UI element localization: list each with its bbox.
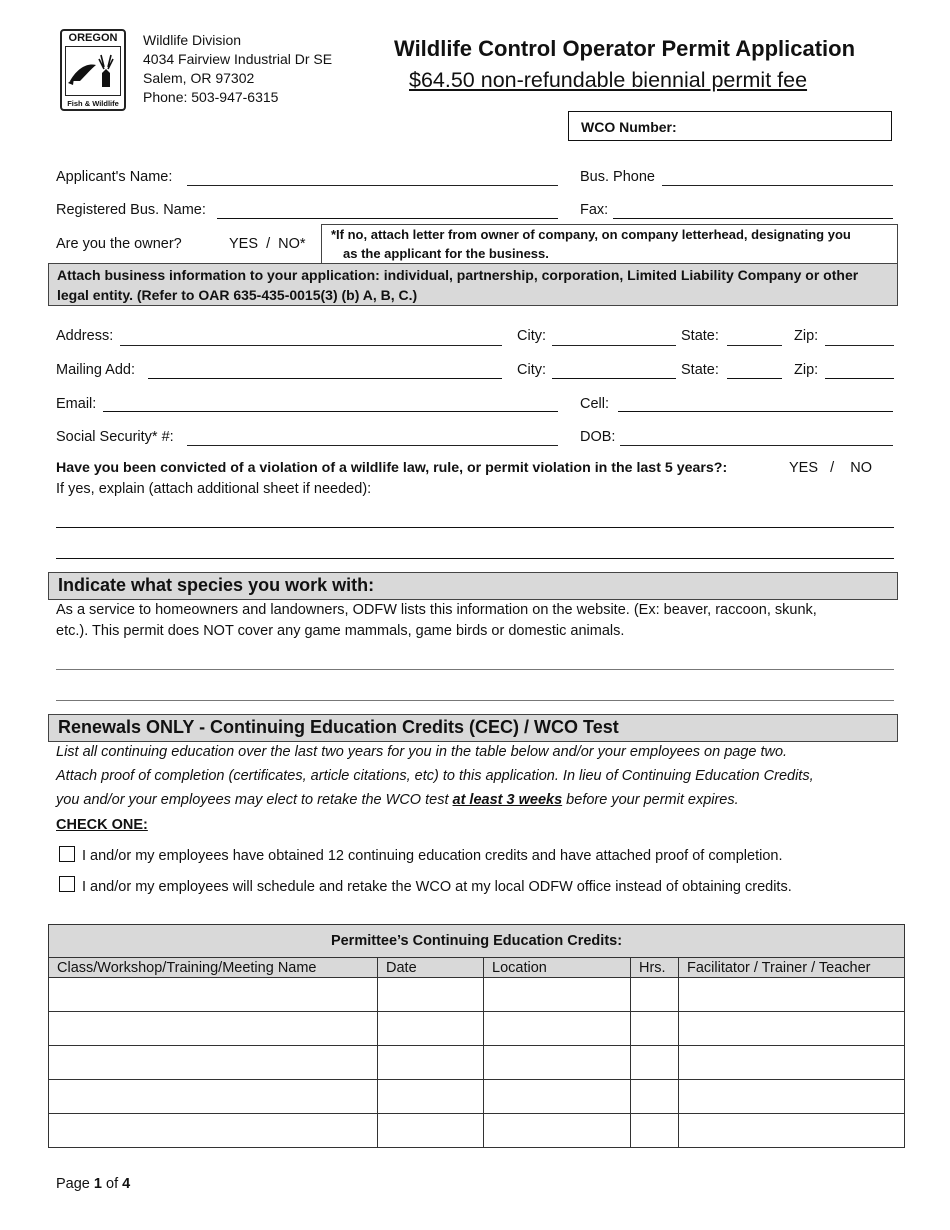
table-cell[interactable] — [378, 1012, 484, 1046]
col-facilitator: Facilitator / Trainer / Teacher — [679, 958, 905, 978]
table-cell[interactable] — [49, 1012, 378, 1046]
attach-business-banner: Attach business information to your application: individual, partnership, corporation, Limited Liability Company or other legal entity. (Refer to OAR 635-435-0015(3) (b) A, B, C.) — [48, 263, 898, 306]
table-cell[interactable] — [49, 978, 378, 1012]
applicant-name-label: Applicant's Name: — [56, 169, 173, 185]
ssn-field[interactable] — [187, 445, 558, 446]
species-line-1[interactable] — [56, 669, 894, 670]
mailing-address-label: Mailing Add: — [56, 362, 135, 378]
renewals-line2: Attach proof of completion (certificates, article citations, etc) to this application. In lieu of Continuing Education Credits, — [56, 768, 814, 784]
table-cell[interactable] — [49, 1046, 378, 1080]
mailing-address-field[interactable] — [148, 378, 502, 379]
page-total: 4 — [122, 1176, 131, 1192]
table-cell[interactable] — [679, 978, 905, 1012]
table-cell[interactable] — [484, 1080, 631, 1114]
cell-field[interactable] — [618, 411, 893, 412]
owner-note-box — [321, 224, 898, 263]
table-cell[interactable] — [49, 1114, 378, 1148]
cell-label: Cell: — [580, 396, 610, 412]
owner-yes-no[interactable]: YES / NO* — [229, 236, 306, 252]
species-line-2[interactable] — [56, 700, 894, 701]
table-row — [49, 1114, 905, 1148]
bus-phone-field[interactable] — [662, 185, 893, 186]
city-field[interactable] — [552, 345, 676, 346]
permit-fee: $64.50 non-refundable biennial permit fee — [409, 68, 808, 92]
email-label: Email: — [56, 396, 97, 412]
table-cell[interactable] — [378, 1114, 484, 1148]
table-cell[interactable] — [631, 978, 679, 1012]
address-field[interactable] — [120, 345, 502, 346]
check-one-label: CHECK ONE: — [56, 817, 148, 833]
zip-label: Zip: — [794, 328, 819, 344]
owner-question: Are you the owner? — [56, 236, 182, 252]
renewals-line3 — [56, 792, 739, 808]
table-cell[interactable] — [631, 1080, 679, 1114]
renewals-line3-start: you and/or your employees may elect to retake the WCO test — [56, 792, 453, 808]
renewals-line3-end: before your permit expires. — [562, 792, 739, 808]
table-row — [49, 978, 905, 1012]
mailing-state-label: State: — [681, 362, 719, 378]
table-row — [49, 1046, 905, 1080]
option2-label: I and/or my employees will schedule and retake the WCO at my local ODFW office instead of obtaining credits. — [82, 879, 792, 895]
table-cell[interactable] — [679, 1046, 905, 1080]
renewals-line1: List all continuing education over the last two years for you in the table below and/or your employees on page two. — [56, 744, 788, 760]
state-label: State: — [681, 328, 719, 344]
address-label: Address: — [56, 328, 114, 344]
mailing-city-label: City: — [517, 362, 546, 378]
option2-checkbox[interactable] — [59, 876, 75, 892]
agency-line: Salem, OR 97302 — [143, 70, 255, 86]
city-label: City: — [517, 328, 546, 344]
table-cell[interactable] — [679, 1114, 905, 1148]
mailing-state-field[interactable] — [727, 378, 782, 379]
table-cell[interactable] — [679, 1012, 905, 1046]
mailing-zip-field[interactable] — [825, 378, 894, 379]
dob-label: DOB: — [580, 429, 616, 445]
option1-checkbox[interactable] — [59, 846, 75, 862]
table-cell[interactable] — [484, 1012, 631, 1046]
table-cell[interactable] — [484, 1114, 631, 1148]
table-cell[interactable] — [631, 1012, 679, 1046]
table-row — [49, 1080, 905, 1114]
violation-explain-line-1[interactable] — [56, 527, 894, 528]
col-class-name: Class/Workshop/Training/Meeting Name — [49, 958, 378, 978]
fax-label: Fax: — [580, 202, 609, 218]
violation-yes-no[interactable]: YES / NO — [789, 460, 872, 476]
state-field[interactable] — [727, 345, 782, 346]
table-cell[interactable] — [484, 978, 631, 1012]
registered-bus-name-label: Registered Bus. Name: — [56, 202, 206, 218]
logo-bottom-text: Fish & Wildlife — [67, 99, 119, 108]
agency-address-block — [143, 31, 332, 107]
page-of: of — [101, 1176, 123, 1192]
col-date: Date — [378, 958, 484, 978]
table-cell[interactable] — [49, 1080, 378, 1114]
applicant-name-field[interactable] — [187, 185, 558, 186]
logo-top-text: OREGON — [68, 32, 118, 44]
zip-field[interactable] — [825, 345, 894, 346]
col-hrs: Hrs. — [631, 958, 679, 978]
mailing-zip-label: Zip: — [794, 362, 819, 378]
page-number — [56, 1176, 130, 1192]
mailing-city-field[interactable] — [552, 378, 676, 379]
owner-note-line1: *If no, attach letter from owner of company, on company letterhead, designating you — [331, 227, 851, 242]
col-location: Location — [484, 958, 631, 978]
species-text-line2: etc.). This permit does NOT cover any game mammals, game birds or domestic animals. — [56, 623, 625, 639]
species-heading: Indicate what species you work with: — [48, 572, 898, 600]
agency-line: Phone: 503-947-6315 — [143, 89, 279, 105]
cec-header-row — [49, 958, 905, 978]
cec-table-caption: Permittee’s Continuing Education Credits: — [49, 925, 905, 958]
page-title: Wildlife Control Operator Permit Application — [394, 36, 856, 61]
table-cell[interactable] — [679, 1080, 905, 1114]
table-cell[interactable] — [631, 1046, 679, 1080]
page-prefix: Page — [56, 1176, 94, 1192]
renewals-heading: Renewals ONLY - Continuing Education Credits (CEC) / WCO Test — [48, 714, 898, 742]
species-text-line1: As a service to homeowners and landowners, ODFW lists this information on the website. (Ex: beaver, raccoon, skunk, — [56, 602, 817, 618]
bus-phone-label: Bus. Phone — [580, 169, 655, 185]
fish-and-elk-icon — [66, 47, 119, 94]
wco-number-box[interactable] — [568, 111, 892, 141]
wco-number-label: WCO Number: — [581, 119, 677, 135]
violation-question: Have you been convicted of a violation of a wildlife law, rule, or permit violation in the last 5 years?: — [56, 460, 728, 476]
fax-field[interactable] — [613, 218, 893, 219]
agency-line: 4034 Fairview Industrial Dr SE — [143, 51, 333, 67]
table-row — [49, 1012, 905, 1046]
table-cell[interactable] — [631, 1114, 679, 1148]
table-cell[interactable] — [378, 1080, 484, 1114]
agency-line: Wildlife Division — [143, 32, 242, 48]
dob-field[interactable] — [620, 445, 893, 446]
ssn-label: Social Security* #: — [56, 429, 174, 445]
table-cell[interactable] — [484, 1046, 631, 1080]
renewals-line3-emphasis: at least 3 weeks — [452, 792, 563, 808]
registered-bus-name-field[interactable] — [217, 218, 558, 219]
owner-note-line2: as the applicant for the business. — [343, 246, 549, 261]
logo-emblem — [65, 46, 121, 96]
odfw-logo — [60, 29, 126, 111]
violation-explain-label: If yes, explain (attach additional sheet if needed): — [56, 481, 372, 497]
option1-label: I and/or my employees have obtained 12 continuing education credits and have attached proof of completion. — [82, 848, 783, 864]
violation-explain-line-2[interactable] — [56, 558, 894, 559]
cec-table — [48, 924, 905, 1148]
table-cell[interactable] — [378, 978, 484, 1012]
page-current: 1 — [93, 1176, 102, 1192]
table-cell[interactable] — [378, 1046, 484, 1080]
email-field[interactable] — [103, 411, 558, 412]
